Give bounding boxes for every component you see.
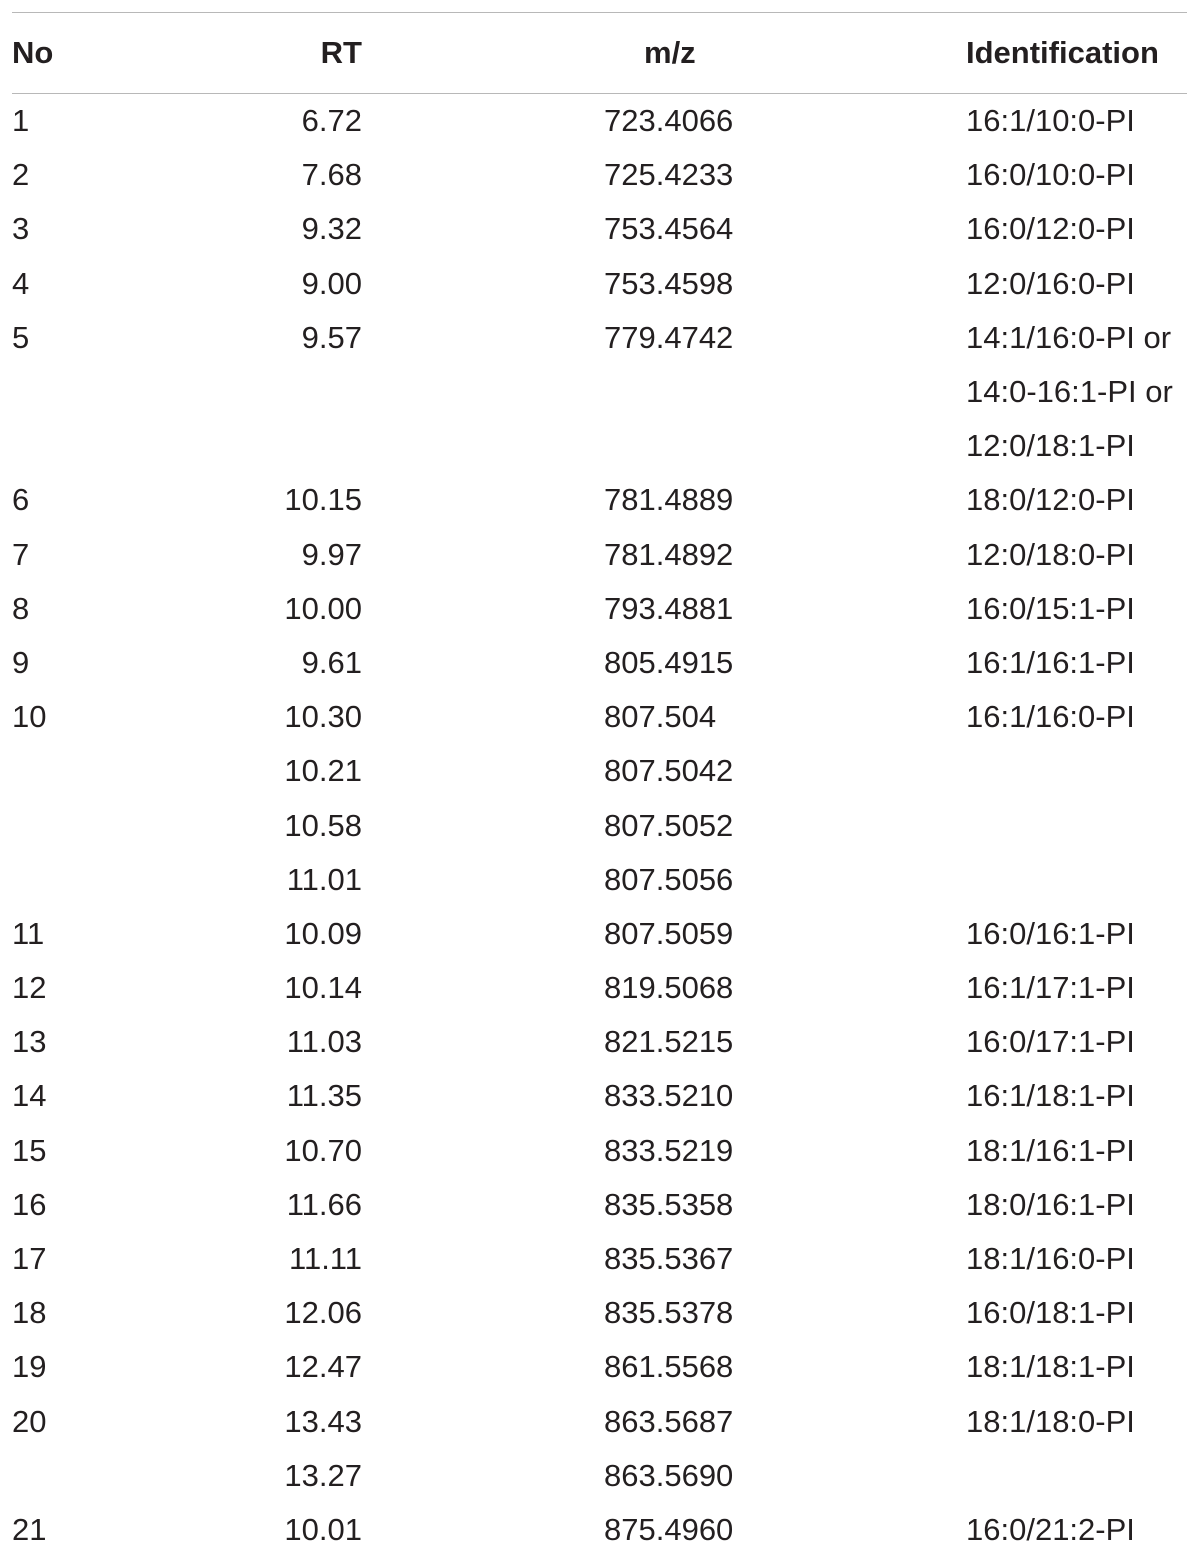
cell-mz: 807.5059: [604, 915, 734, 951]
cell-identification: 16:0/18:1-PI: [966, 1295, 1135, 1331]
cell-no: 9: [12, 644, 30, 680]
cell-mz: 861.5568: [604, 1349, 734, 1385]
cell-rt: 12.06: [284, 1295, 362, 1331]
cell-identification: 16:1/18:1-PI: [966, 1078, 1135, 1114]
cell-no: [12, 798, 187, 852]
cell-rt: 9.57: [301, 319, 362, 355]
table-row: [12, 1449, 1187, 1503]
table-row: [12, 257, 1187, 311]
header-no: No: [12, 35, 54, 70]
cell-mz: [362, 419, 777, 473]
cell-identification: 16:0/21:2-PI: [966, 1511, 1135, 1547]
cell-rt: 11.35: [286, 1078, 362, 1114]
cell-mz: 807.5052: [604, 807, 734, 843]
table-row: [12, 690, 1187, 744]
cell-no: 15: [12, 1132, 47, 1168]
cell-rt: 9.00: [301, 265, 362, 301]
table-row: [12, 744, 1187, 798]
cell-mz: 833.5219: [604, 1132, 734, 1168]
cell-no: 4: [12, 265, 30, 301]
table-row: [12, 1069, 1187, 1123]
cell-identification: [777, 798, 1187, 852]
cell-mz: 779.4742: [604, 319, 734, 355]
cell-rt: 10.70: [284, 1132, 362, 1168]
cell-identification: 16:1/16:0-PI: [966, 699, 1135, 735]
cell-identification: 16:0/17:1-PI: [966, 1024, 1135, 1060]
cell-no: 8: [12, 590, 30, 626]
table-row: [12, 1124, 1187, 1178]
cell-mz: 805.4915: [604, 644, 734, 680]
table-header: [12, 13, 1187, 93]
cell-rt: 9.61: [301, 644, 362, 680]
cell-identification: 18:1/16:0-PI: [966, 1241, 1135, 1277]
cell-no: [12, 744, 187, 798]
cell-no: 18: [12, 1295, 47, 1331]
cell-no: 16: [12, 1186, 47, 1222]
cell-no: [12, 853, 187, 907]
cell-rt: 10.58: [284, 807, 362, 843]
cell-no: 11: [12, 915, 45, 951]
cell-no: 14: [12, 1078, 47, 1114]
cell-rt: 10.09: [284, 915, 362, 951]
cell-mz: 833.5210: [604, 1078, 734, 1114]
cell-rt: 12.47: [284, 1349, 362, 1385]
cell-mz: [362, 365, 777, 419]
cell-no: 2: [12, 157, 30, 193]
cell-no: 20: [12, 1403, 47, 1439]
cell-mz: 835.5358: [604, 1186, 734, 1222]
cell-rt: 11.01: [286, 861, 362, 897]
cell-mz: 725.4233: [604, 157, 734, 193]
data-table: [12, 13, 1187, 93]
cell-mz: 781.4892: [604, 536, 734, 572]
cell-rt: [187, 365, 362, 419]
header-identification: Identification: [966, 35, 1159, 70]
cell-no: [12, 419, 187, 473]
cell-identification: 16:0/12:0-PI: [966, 211, 1135, 247]
cell-no: 7: [12, 536, 30, 572]
cell-mz: 807.5042: [604, 753, 734, 789]
cell-no: 17: [12, 1241, 47, 1277]
table-row: [12, 798, 1187, 852]
cell-identification: 16:1/16:1-PI: [966, 644, 1135, 680]
cell-rt: 10.30: [284, 699, 362, 735]
cell-no: 6: [12, 482, 30, 518]
cell-mz: 863.5687: [604, 1403, 734, 1439]
table-row: [12, 311, 1187, 365]
cell-mz: 753.4598: [604, 265, 734, 301]
cell-mz: 807.5056: [604, 861, 734, 897]
cell-rt: 10.15: [284, 482, 362, 518]
cell-no: 3: [12, 211, 30, 247]
cell-no: 12: [12, 970, 47, 1006]
cell-rt: 10.14: [284, 970, 362, 1006]
table-row: [12, 1015, 1187, 1069]
table-row: [12, 528, 1187, 582]
table-row: [12, 1286, 1187, 1340]
cell-no: [12, 365, 187, 419]
table-row: [12, 148, 1187, 202]
cell-rt: 11.03: [286, 1024, 362, 1060]
cell-rt: 11.11: [289, 1241, 362, 1277]
cell-identification: 14:1/16:0-PI or: [966, 319, 1172, 355]
cell-rt: 13.43: [284, 1403, 362, 1439]
table-row: [12, 1395, 1187, 1449]
table-row: [12, 1340, 1187, 1394]
cell-mz: 875.4960: [604, 1511, 734, 1547]
cell-mz: 793.4881: [604, 590, 734, 626]
cell-mz: 821.5215: [604, 1024, 734, 1060]
cell-mz: 835.5367: [604, 1241, 734, 1277]
cell-no: 13: [12, 1024, 47, 1060]
table-row: [12, 1178, 1187, 1232]
cell-identification: 16:1/10:0-PI: [966, 103, 1135, 139]
data-table-container: [12, 12, 1187, 1557]
table-row: [12, 582, 1187, 636]
cell-mz: 819.5068: [604, 970, 734, 1006]
cell-mz: 835.5378: [604, 1295, 734, 1331]
cell-identification: 18:0/16:1-PI: [966, 1186, 1135, 1222]
cell-rt: 10.21: [284, 753, 362, 789]
cell-identification: 18:0/12:0-PI: [966, 482, 1135, 518]
cell-rt: 9.32: [301, 211, 362, 247]
cell-rt: 9.97: [301, 536, 362, 572]
table-row: [12, 636, 1187, 690]
cell-rt: 10.00: [284, 590, 362, 626]
table-row: [12, 1503, 1187, 1557]
cell-identification: [777, 853, 1187, 907]
cell-mz: 781.4889: [604, 482, 734, 518]
cell-no: 1: [12, 103, 30, 139]
table-row: [12, 94, 1187, 148]
header-mz: m/z: [644, 35, 696, 70]
cell-rt: 11.66: [286, 1186, 362, 1222]
cell-identification: 14:0-16:1-PI or: [966, 374, 1173, 410]
cell-rt: 13.27: [284, 1457, 362, 1493]
cell-identification: 16:0/15:1-PI: [966, 590, 1135, 626]
table-row: [12, 853, 1187, 907]
table-row: [12, 419, 1187, 473]
cell-no: 10: [12, 699, 47, 735]
cell-rt: 6.72: [301, 103, 362, 139]
header-row: [12, 13, 1187, 93]
header-rt: RT: [320, 35, 362, 70]
cell-identification: 18:1/18:1-PI: [966, 1349, 1135, 1385]
table-row: [12, 473, 1187, 527]
cell-identification: 18:1/16:1-PI: [966, 1132, 1135, 1168]
table-row: [12, 365, 1187, 419]
cell-identification: 16:1/17:1-PI: [966, 970, 1135, 1006]
cell-no: 21: [12, 1511, 47, 1547]
cell-no: 19: [12, 1349, 47, 1385]
cell-identification: 12:0/18:0-PI: [966, 536, 1135, 572]
cell-no: 5: [12, 319, 30, 355]
cell-identification: [777, 1449, 1187, 1503]
cell-mz: 753.4564: [604, 211, 734, 247]
cell-identification: [777, 744, 1187, 798]
table-body: [12, 94, 1187, 1557]
table-row: [12, 907, 1187, 961]
cell-mz: 807.504: [604, 699, 717, 735]
cell-identification: 18:1/18:0-PI: [966, 1403, 1135, 1439]
cell-identification: 12:0/16:0-PI: [966, 265, 1135, 301]
cell-identification: 12:0/18:1-PI: [966, 428, 1135, 464]
data-table-body: [12, 94, 1187, 1557]
cell-rt: [187, 419, 362, 473]
cell-no: [12, 1449, 187, 1503]
table-row: [12, 1232, 1187, 1286]
table-row: [12, 961, 1187, 1015]
cell-identification: 16:0/10:0-PI: [966, 157, 1135, 193]
cell-rt: 7.68: [301, 157, 362, 193]
cell-rt: 10.01: [284, 1511, 362, 1547]
cell-identification: 16:0/16:1-PI: [966, 915, 1135, 951]
cell-mz: 723.4066: [604, 103, 734, 139]
cell-mz: 863.5690: [604, 1457, 734, 1493]
table-row: [12, 202, 1187, 256]
